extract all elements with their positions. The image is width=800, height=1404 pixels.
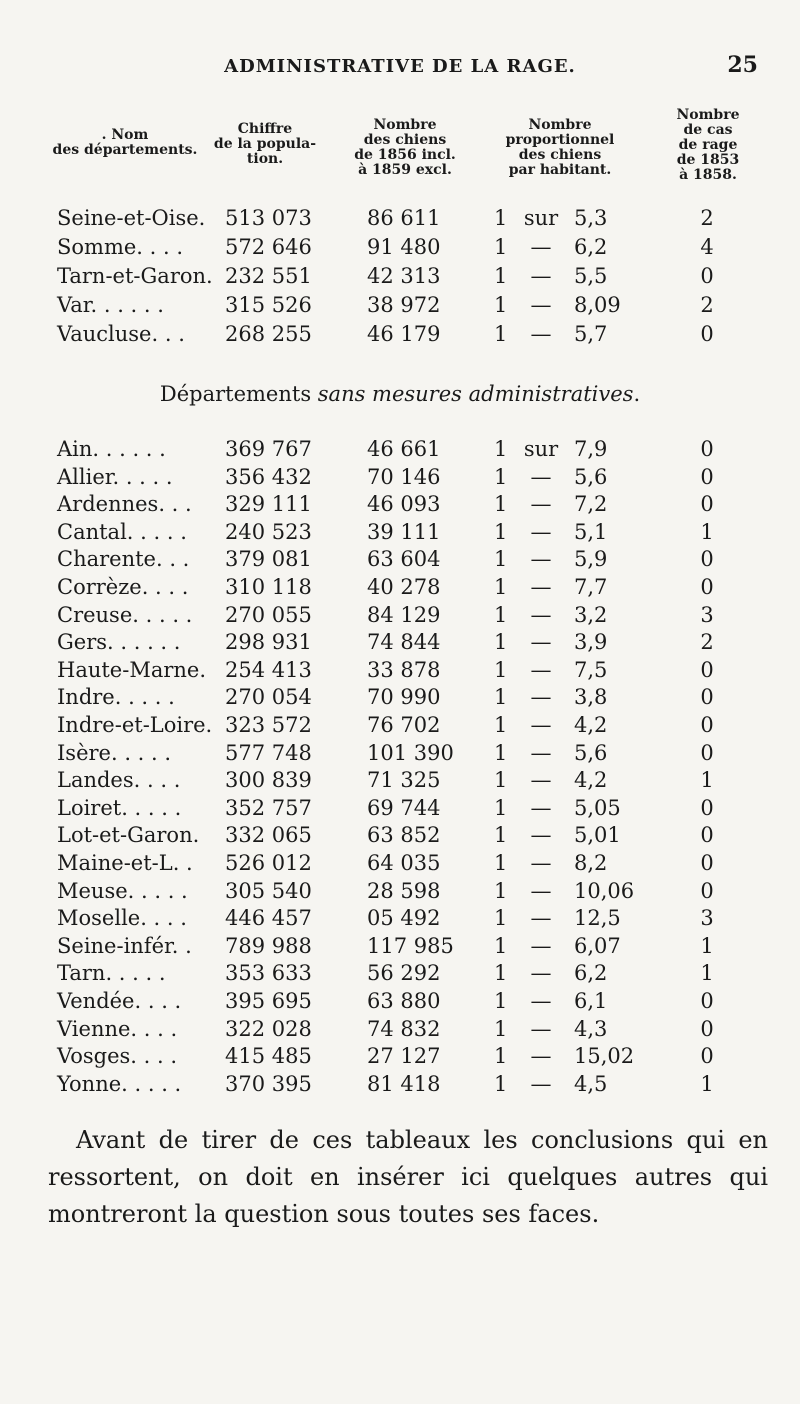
- ratio-one: 1: [494, 933, 508, 958]
- ratio-value: 8,2: [574, 851, 608, 875]
- department-name: Indre-et-Loire.: [57, 713, 213, 737]
- table-row: [0, 794, 800, 822]
- rabies-cases: 0: [700, 492, 714, 517]
- table-row: [0, 233, 800, 261]
- rabies-cases: 0: [700, 547, 714, 572]
- rabies-cases: 4: [700, 235, 714, 259]
- population-value: 300 839: [225, 768, 312, 793]
- population-value: 315 526: [225, 293, 312, 317]
- population-value: 572 646: [225, 235, 312, 259]
- dogs-count: 84 129: [367, 602, 441, 627]
- population-value: 526 012: [225, 851, 312, 875]
- ratio-one: 1: [494, 1044, 508, 1069]
- ratio-value: 7,7: [574, 575, 608, 599]
- ratio-value: 4,3: [574, 1016, 608, 1041]
- population-value: 305 540: [225, 878, 312, 903]
- dogs-count: 05 492: [367, 906, 441, 931]
- ratio-separator: —: [530, 878, 552, 903]
- ratio-separator: —: [530, 264, 552, 288]
- ratio-one: 1: [494, 293, 508, 317]
- dogs-count: 63 852: [367, 823, 441, 848]
- ratio-one: 1: [494, 602, 508, 627]
- population-value: 310 118: [225, 575, 312, 599]
- ratio-separator: —: [530, 519, 552, 544]
- rabies-cases: 0: [700, 464, 714, 489]
- rabies-cases: 2: [700, 206, 714, 230]
- ratio-separator: —: [530, 575, 552, 599]
- population-value: 513 073: [225, 206, 312, 230]
- ratio-one: 1: [494, 989, 508, 1013]
- department-name: Maine-et-L. .: [57, 851, 193, 875]
- population-value: 415 485: [225, 1044, 312, 1069]
- population-value: 322 028: [225, 1016, 312, 1041]
- department-name: Indre. . . . .: [57, 685, 175, 710]
- department-name: Vienne. . . .: [57, 1016, 178, 1041]
- ratio-value: 5,05: [574, 795, 621, 820]
- rabies-cases: 0: [700, 1044, 714, 1069]
- ratio-value: 7,5: [574, 657, 608, 682]
- ratio-one: 1: [494, 630, 508, 655]
- population-value: 329 111: [225, 492, 312, 517]
- table-row: [0, 656, 800, 684]
- rabies-cases: 1: [700, 519, 714, 544]
- department-name: Lot-et-Garon.: [57, 823, 200, 848]
- department-name: Isère. . . . .: [57, 740, 172, 765]
- ratio-value: 6,1: [574, 989, 608, 1013]
- ratio-separator: —: [530, 547, 552, 572]
- header-dogs: Nombre des chiens de 1856 incl. à 1859 excl.: [354, 117, 456, 178]
- ratio-value: 7,2: [574, 492, 608, 517]
- ratio-one: 1: [494, 961, 508, 986]
- dogs-count: 27 127: [367, 1044, 441, 1069]
- ratio-separator: —: [530, 657, 552, 682]
- table-row: [0, 628, 800, 656]
- ratio-separator: —: [530, 961, 552, 986]
- rabies-cases: 0: [700, 851, 714, 875]
- department-name: Cantal. . . . .: [57, 519, 187, 544]
- department-name: Gers. . . . . .: [57, 630, 181, 655]
- dogs-count: 101 390: [367, 740, 454, 765]
- department-name: Charente. . .: [57, 547, 190, 572]
- ratio-value: 5,6: [574, 464, 608, 489]
- header-ratio: Nombre proportionnel des chiens par habitant.: [505, 117, 615, 178]
- rabies-cases: 3: [700, 602, 714, 627]
- population-value: 789 988: [225, 933, 312, 958]
- department-name: Vendée. . . .: [57, 989, 182, 1013]
- ratio-separator: sur: [523, 437, 559, 461]
- ratio-one: 1: [494, 851, 508, 875]
- department-name: Seine-et-Oise.: [57, 206, 206, 230]
- ratio-value: 5,6: [574, 740, 608, 765]
- department-name: Meuse. . . . .: [57, 878, 188, 903]
- table-row: [0, 463, 800, 491]
- rabies-cases: 2: [700, 630, 714, 655]
- ratio-value: 6,07: [574, 933, 621, 958]
- dogs-count: 76 702: [367, 713, 441, 737]
- table-row: [0, 1015, 800, 1043]
- header-population: Chiffre de la popula- tion.: [213, 121, 317, 167]
- ratio-separator: —: [530, 989, 552, 1013]
- population-value: 332 065: [225, 823, 312, 848]
- ratio-one: 1: [494, 878, 508, 903]
- population-value: 240 523: [225, 519, 312, 544]
- dogs-count: 81 418: [367, 1071, 441, 1096]
- ratio-value: 5,01: [574, 823, 621, 848]
- ratio-separator: —: [530, 823, 552, 848]
- department-name: Vosges. . . .: [57, 1044, 178, 1069]
- table-row: [0, 518, 800, 546]
- table-row: [0, 739, 800, 767]
- ratio-one: 1: [494, 823, 508, 848]
- ratio-one: 1: [494, 464, 508, 489]
- rabies-cases: 0: [700, 1016, 714, 1041]
- ratio-separator: —: [530, 1071, 552, 1096]
- ratio-value: 12,5: [574, 906, 621, 931]
- rabies-cases: 0: [700, 713, 714, 737]
- population-value: 353 633: [225, 961, 312, 986]
- ratio-value: 5,7: [574, 322, 608, 346]
- table-row: [0, 711, 800, 739]
- rabies-cases: 0: [700, 685, 714, 710]
- ratio-one: 1: [494, 740, 508, 765]
- ratio-value: 5,9: [574, 547, 608, 572]
- dogs-count: 91 480: [367, 235, 441, 259]
- table-row: [0, 601, 800, 629]
- rabies-cases: 1: [700, 1071, 714, 1096]
- ratio-one: 1: [494, 685, 508, 710]
- dogs-count: 64 035: [367, 851, 441, 875]
- ratio-value: 6,2: [574, 235, 608, 259]
- rabies-cases: 0: [700, 823, 714, 848]
- ratio-one: 1: [494, 492, 508, 517]
- rabies-cases: 1: [700, 768, 714, 793]
- ratio-one: 1: [494, 1016, 508, 1041]
- population-value: 577 748: [225, 740, 312, 765]
- department-name: Vaucluse. . .: [57, 322, 185, 346]
- department-name: Creuse. . . . .: [57, 602, 193, 627]
- ratio-one: 1: [494, 713, 508, 737]
- running-head: ADMINISTRATIVE DE LA RAGE.: [224, 56, 576, 77]
- department-name: Tarn-et-Garon.: [57, 264, 213, 288]
- table-row: [0, 262, 800, 290]
- ratio-one: 1: [494, 1071, 508, 1096]
- rabies-cases: 1: [700, 961, 714, 986]
- table-row: [0, 1042, 800, 1070]
- page-number: 25: [727, 52, 758, 78]
- rabies-cases: 0: [700, 657, 714, 682]
- rabies-cases: 0: [700, 989, 714, 1013]
- ratio-separator: —: [530, 492, 552, 517]
- ratio-separator: —: [530, 685, 552, 710]
- ratio-separator: —: [530, 1016, 552, 1041]
- table-row: [0, 766, 800, 794]
- department-name: Haute-Marne.: [57, 657, 207, 682]
- ratio-separator: —: [530, 602, 552, 627]
- ratio-separator: sur: [523, 206, 559, 230]
- population-value: 323 572: [225, 713, 312, 737]
- dogs-count: 46 179: [367, 322, 441, 346]
- department-name: Seine-infér. .: [57, 933, 192, 958]
- ratio-separator: —: [530, 906, 552, 931]
- table-row: [0, 987, 800, 1015]
- table-row: [0, 904, 800, 932]
- ratio-value: 5,5: [574, 264, 608, 288]
- table-row: [0, 821, 800, 849]
- ratio-separator: —: [530, 713, 552, 737]
- ratio-value: 15,02: [574, 1044, 635, 1069]
- rabies-cases: 0: [700, 437, 714, 461]
- population-value: 369 767: [225, 437, 312, 461]
- department-name: Ain. . . . . .: [57, 437, 166, 461]
- department-name: Loiret. . . . .: [57, 795, 182, 820]
- ratio-separator: —: [530, 740, 552, 765]
- ratio-separator: —: [530, 851, 552, 875]
- ratio-one: 1: [494, 235, 508, 259]
- population-value: 446 457: [225, 906, 312, 931]
- body-paragraph: Avant de tirer de ces tableaux les conclusions qui en ressortent, on doit en insérer ici quelques autres qui montreront la question sous toutes ses faces.: [48, 1126, 768, 1228]
- header-name: . Nom des départements.: [52, 127, 198, 158]
- dogs-count: 63 880: [367, 989, 441, 1013]
- ratio-separator: —: [530, 933, 552, 958]
- dogs-count: 74 832: [367, 1016, 441, 1041]
- table-row: [0, 545, 800, 573]
- population-value: 270 054: [225, 685, 312, 710]
- department-name: Ardennes. . .: [57, 492, 192, 517]
- population-value: 270 055: [225, 602, 312, 627]
- ratio-one: 1: [494, 575, 508, 599]
- table-row: [0, 490, 800, 518]
- table-row: [0, 320, 800, 348]
- ratio-separator: —: [530, 795, 552, 820]
- population-value: 254 413: [225, 657, 312, 682]
- department-name: Landes. . . .: [57, 768, 181, 793]
- dogs-count: 28 598: [367, 878, 441, 903]
- dogs-count: 39 111: [367, 519, 441, 544]
- dogs-count: 70 146: [367, 464, 441, 489]
- ratio-value: 5,1: [574, 519, 608, 544]
- dogs-count: 71 325: [367, 768, 441, 793]
- ratio-value: 10,06: [574, 878, 635, 903]
- dogs-count: 38 972: [367, 293, 441, 317]
- ratio-value: 5,3: [574, 206, 608, 230]
- table-row: [0, 932, 800, 960]
- dogs-count: 117 985: [367, 933, 454, 958]
- ratio-value: 3,9: [574, 630, 608, 655]
- rabies-cases: 0: [700, 795, 714, 820]
- ratio-value: 6,2: [574, 961, 608, 986]
- table-row: [0, 573, 800, 601]
- department-name: Var. . . . . .: [57, 293, 164, 317]
- table-row: [0, 204, 800, 232]
- ratio-separator: —: [530, 293, 552, 317]
- rabies-cases: 0: [700, 322, 714, 346]
- rabies-cases: 3: [700, 906, 714, 931]
- ratio-value: 4,2: [574, 713, 608, 737]
- dogs-count: 56 292: [367, 961, 441, 986]
- rabies-cases: 1: [700, 933, 714, 958]
- population-value: 356 432: [225, 464, 312, 489]
- ratio-one: 1: [494, 437, 508, 461]
- ratio-one: 1: [494, 264, 508, 288]
- rabies-cases: 0: [700, 264, 714, 288]
- dogs-count: 40 278: [367, 575, 441, 599]
- dogs-count: 46 093: [367, 492, 441, 517]
- table-row: [0, 683, 800, 711]
- ratio-value: 7,9: [574, 437, 608, 461]
- ratio-value: 3,2: [574, 602, 608, 627]
- ratio-separator: —: [530, 1044, 552, 1069]
- table-row: [0, 877, 800, 905]
- dogs-count: 69 744: [367, 795, 441, 820]
- ratio-one: 1: [494, 322, 508, 346]
- ratio-value: 8,09: [574, 293, 621, 317]
- ratio-one: 1: [494, 206, 508, 230]
- dogs-count: 86 611: [367, 206, 441, 230]
- rabies-cases: 2: [700, 293, 714, 317]
- dogs-count: 33 878: [367, 657, 441, 682]
- population-value: 352 757: [225, 795, 312, 820]
- population-value: 298 931: [225, 630, 312, 655]
- dogs-count: 46 661: [367, 437, 441, 461]
- table-row: [0, 1070, 800, 1098]
- department-name: Allier. . . . .: [57, 464, 173, 489]
- ratio-one: 1: [494, 795, 508, 820]
- ratio-separator: —: [530, 464, 552, 489]
- ratio-one: 1: [494, 519, 508, 544]
- section-title: Départements sans mesures administratives.: [159, 382, 641, 406]
- ratio-separator: —: [530, 768, 552, 793]
- department-name: Yonne. . . . .: [57, 1071, 182, 1096]
- ratio-one: 1: [494, 906, 508, 931]
- ratio-one: 1: [494, 657, 508, 682]
- dogs-count: 74 844: [367, 630, 441, 655]
- rabies-cases: 0: [700, 740, 714, 765]
- rabies-cases: 0: [700, 575, 714, 599]
- department-name: Tarn. . . . .: [57, 961, 166, 986]
- ratio-one: 1: [494, 768, 508, 793]
- table-row: [0, 959, 800, 987]
- population-value: 232 551: [225, 264, 312, 288]
- table-row: [0, 435, 800, 463]
- ratio-separator: —: [530, 235, 552, 259]
- dogs-count: 42 313: [367, 264, 441, 288]
- ratio-one: 1: [494, 547, 508, 572]
- ratio-value: 3,8: [574, 685, 608, 710]
- population-value: 268 255: [225, 322, 312, 346]
- population-value: 379 081: [225, 547, 312, 572]
- table-row: [0, 291, 800, 319]
- population-value: 395 695: [225, 989, 312, 1013]
- ratio-value: 4,2: [574, 768, 608, 793]
- header-cases: Nombre de cas de rage de 1853 à 1858.: [676, 107, 740, 183]
- department-name: Moselle. . . .: [57, 906, 187, 931]
- ratio-separator: —: [530, 630, 552, 655]
- ratio-value: 4,5: [574, 1071, 608, 1096]
- dogs-count: 63 604: [367, 547, 441, 572]
- table-row: [0, 849, 800, 877]
- dogs-count: 70 990: [367, 685, 441, 710]
- population-value: 370 395: [225, 1071, 312, 1096]
- department-name: Somme. . . .: [57, 235, 184, 259]
- ratio-separator: —: [530, 322, 552, 346]
- rabies-cases: 0: [700, 878, 714, 903]
- department-name: Corrèze. . . .: [57, 575, 189, 599]
